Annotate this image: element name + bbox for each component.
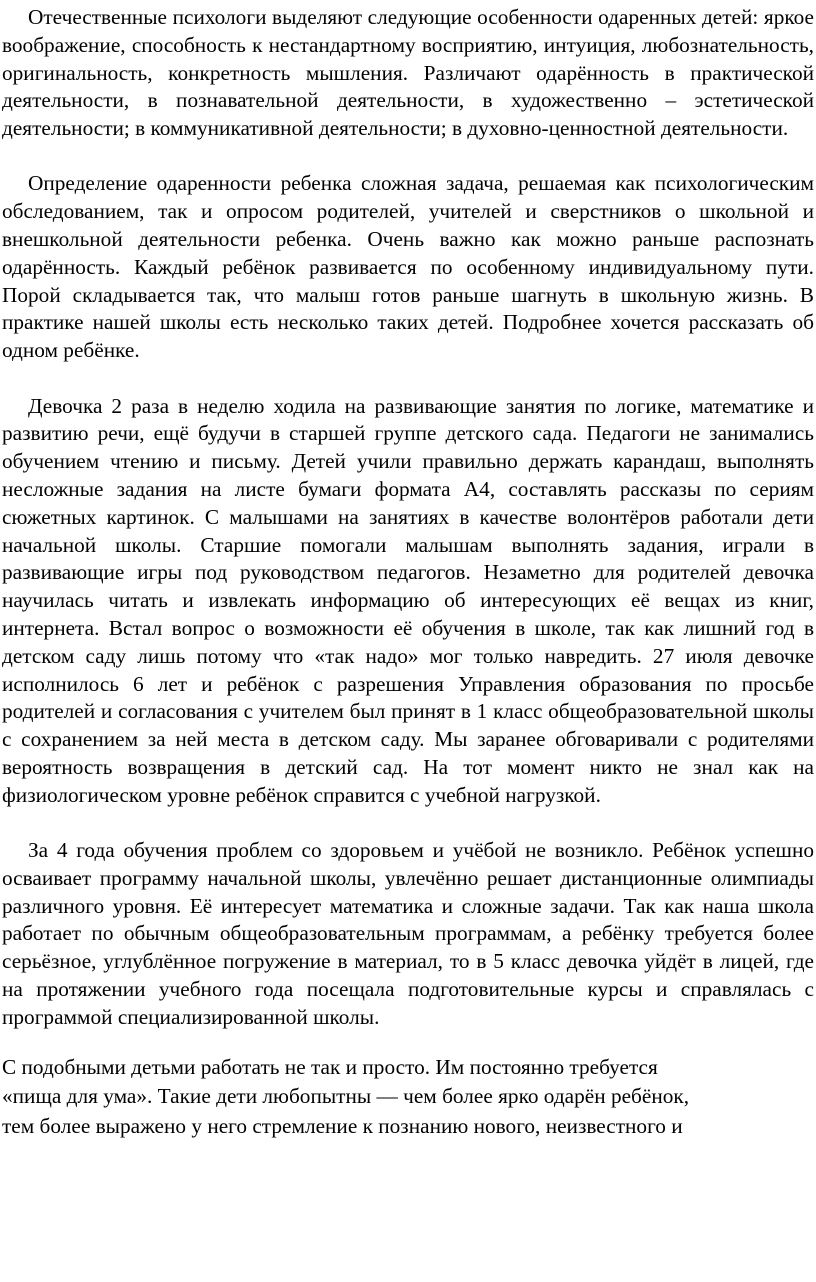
final-line-2: «пища для ума». Такие дети любопытны — чем более ярко одарён ребёнок, (2, 1084, 690, 1109)
paragraph-four-years-study: За 4 года обучения проблем со здоровьем и учёбой не возникло. Ребёнок успешно осваивает программу начальной школы, увлечённо решает дистанционные олимпиады различного уровня. Её интересует математика и сложные задачи. Так как наша школа работает по обычным общеобразовательным программам, а ребёнку требуется более серьёзное, углублённое погружение в материал, то в 5 класс девочка уйдёт в лицей, где на протяжении учебного года посещала подготовительные курсы и справлялась с программой специализированной школы. (2, 838, 814, 1029)
final-line-1: С подобными детьми работать не так и просто. Им постоянно требуется (2, 1054, 658, 1079)
final-line-3: тем более выражено у него стремление к познанию нового, неизвестного и (2, 1113, 683, 1138)
paragraph-giftedness-features: Отечественные психологи выделяют следующие особенности одаренных детей: яркое воображение, способность к нестандартному восприятию, интуиция, любознательность, оригинальность, конкретность мышления. Различают одарённость в практической деятельности, в познавательной деятельности, в художественно – эстетической деятельности; в коммуникативной деятельности; в духовно-ценностной деятельности. (2, 5, 814, 141)
paragraph-girl-story: Девочка 2 раза в неделю ходила на развивающие занятия по логике, математике и развитию речи, ещё будучи в старшей группе детского сада. Педагоги не занимались обучением чтению и письму. Детей учили правильно держать карандаш, выполнять несложные задания на листе бумаги формата А4, составлять рассказы по сериям сюжетных картинок. С малышами на занятиях в качестве волонтёров работали дети начальной школы. Старшие помогали малышам выполнять задания, играли в развивающие игры под руководством педагогов. Незаметно для родителей девочка научилась читать и извлекать информацию об интересующих её вещах из книг, интернета. Встал вопрос о возможности её обучения в школе, так как лишний год в детском саду лишь потому что «так надо» мог только навредить. 27 июля девочке исполнилось 6 лет и ребёнок с разрешения Управления образования по просьбе родителей и согласования с учителем был принят в 1 класс общеобразовательной школы с сохранением за ней места в детском саду. Мы заранее обговаривали с родителями вероятность возвращения в детский сад. На тот момент никто не знал как на физиологическом уровне ребёнок справится с учебной нагрузкой. (2, 393, 814, 807)
paragraph-giftedness-definition: Определение одаренности ребенка сложная задача, решаемая как психологическим обследованием, так и опросом родителей, учителей и сверстников о школьной и внешкольной деятельности ребенка. Очень важно как можно раньше распознать одарённость. Каждый ребёнок развивается по особенному индивидуальному пути. Порой складывается так, что малыш готов раньше шагнуть в школьную жизнь. В практике нашей школы есть несколько таких детей. Подробнее хочется рассказать об одном ребёнке. (2, 171, 814, 363)
paragraph-working-with-gifted (2, 1053, 814, 1142)
